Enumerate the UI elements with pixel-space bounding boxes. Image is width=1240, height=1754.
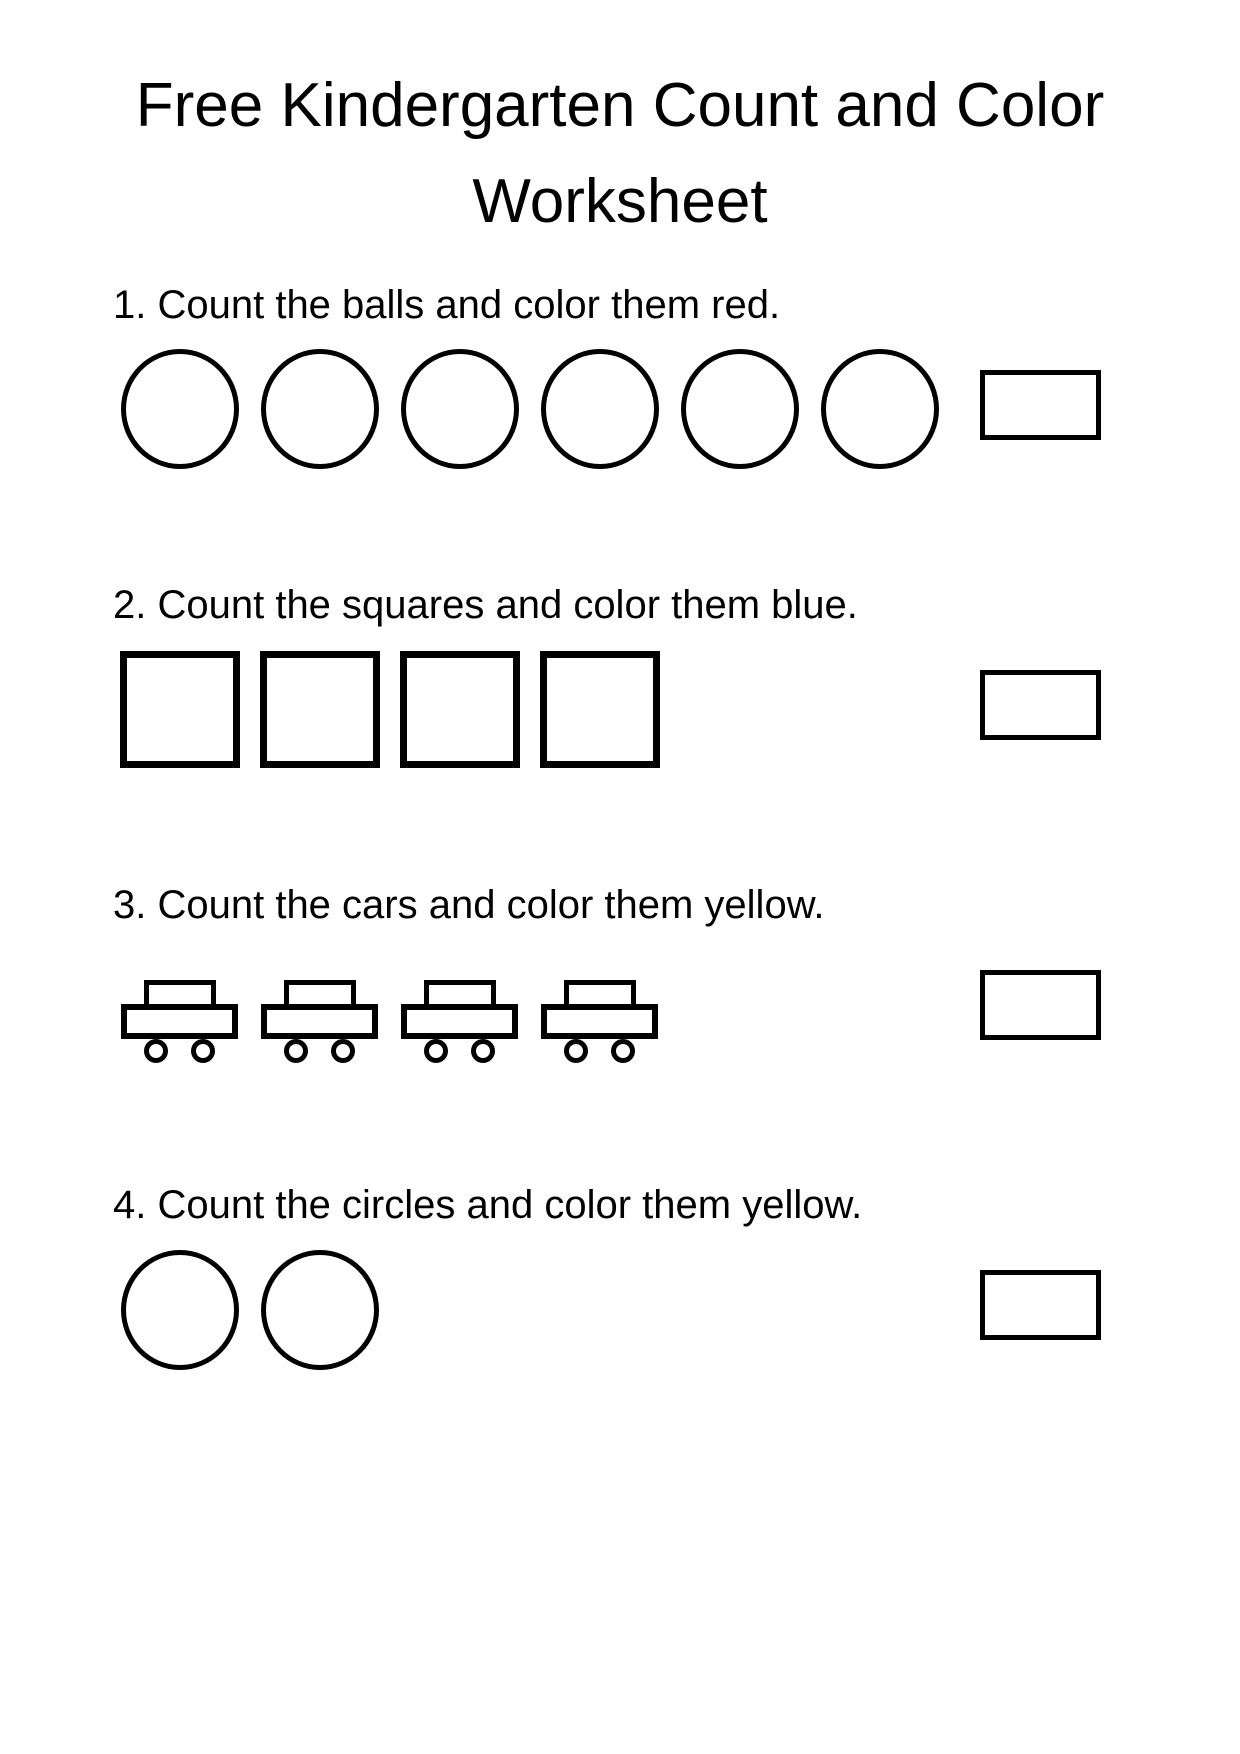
car-shape [541,980,658,1063]
question-1 [0,282,1240,582]
circle-shape [121,1250,239,1370]
question-4-prompt: 4. Count the circles and color them yellow. [113,1183,863,1227]
circle-shape [541,349,659,469]
worksheet-title-line-2: Worksheet [472,167,768,236]
car-wheel-icon [611,1039,635,1063]
car-body [261,1004,378,1039]
question-3-answer-box[interactable] [980,970,1101,1040]
question-2-shape-row [120,651,660,768]
circle-shape [401,349,519,469]
question-1-prompt: 1. Count the balls and color them red. [113,283,781,327]
circle-shape [821,349,939,469]
car-wheel-icon [564,1039,588,1063]
car-wheel-icon [471,1039,495,1063]
circle-shape [261,1250,379,1370]
car-wheel-icon [284,1039,308,1063]
car-body [541,1004,658,1039]
car-wheel-icon [424,1039,448,1063]
question-3-prompt: 3. Count the cars and color them yellow. [113,883,825,927]
question-1-shape-row [121,349,939,469]
circle-shape [261,349,379,469]
question-3 [0,882,1240,1182]
question-2 [0,582,1240,882]
worksheet-title [0,58,1240,250]
question-3-shape-row [121,980,658,1063]
question-4-shape-row [121,1250,379,1370]
square-shape [400,651,520,768]
circle-shape [121,349,239,469]
worksheet-title-line-1: Free Kindergarten Count and Color [135,71,1105,140]
car-body [121,1004,238,1039]
car-shape [401,980,518,1063]
car-shape [121,980,238,1063]
circle-shape [681,349,799,469]
question-4 [0,1182,1240,1482]
question-2-prompt: 2. Count the squares and color them blue. [113,583,858,627]
car-wheel-icon [191,1039,215,1063]
question-1-answer-box[interactable] [980,370,1101,440]
square-shape [260,651,380,768]
question-2-answer-box[interactable] [980,670,1101,740]
question-4-answer-box[interactable] [980,1270,1101,1340]
car-wheel-icon [144,1039,168,1063]
car-wheel-icon [331,1039,355,1063]
car-body [401,1004,518,1039]
car-shape [261,980,378,1063]
square-shape [120,651,240,768]
square-shape [540,651,660,768]
